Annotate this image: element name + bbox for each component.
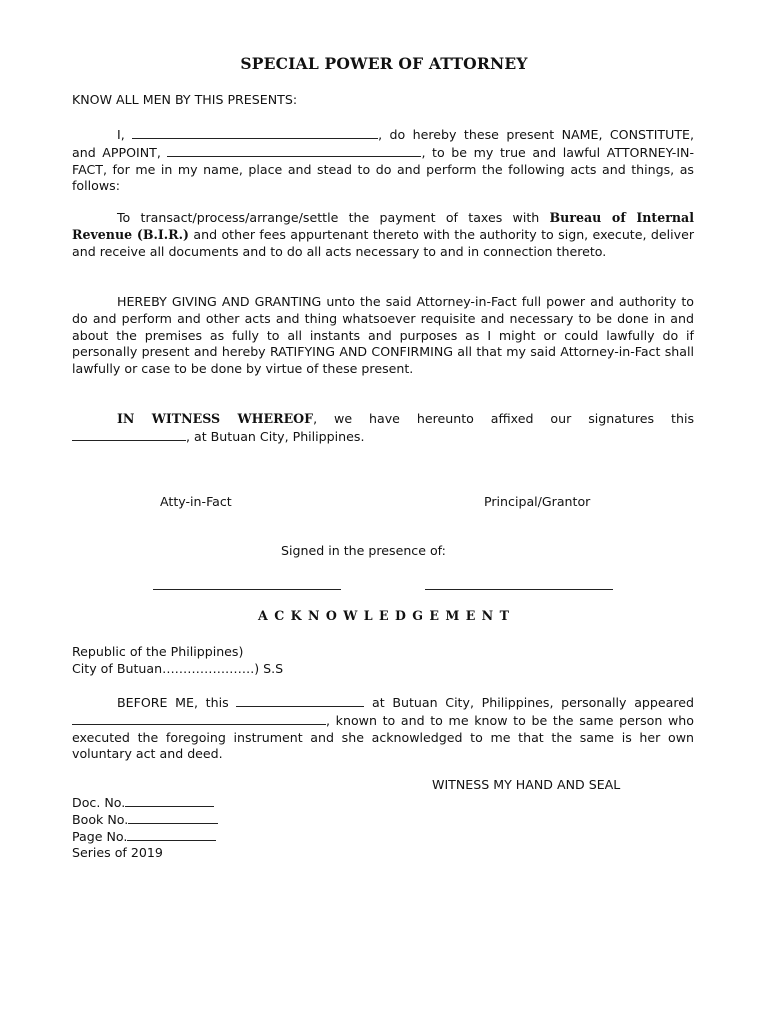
date-blank[interactable]	[72, 428, 186, 441]
before-text-1: BEFORE ME, this	[117, 695, 237, 710]
granting-paragraph: HEREBY GIVING AND GRANTING unto the said Attorney-in-Fact full power and authority to do and perform and other acts and thing whatsoever requisite and necessary to be done in and about the premises as fully to all instants and purposes as I might or could lawfully do if personally present and hereby RATIFYING AND CONFIRMING all that my said Attorney-in-Fact shall lawfully or case to be done by virtue of these present.	[72, 294, 694, 377]
ack-date-blank[interactable]	[236, 694, 364, 707]
city-line: City of Butuan………………….) S.S	[72, 661, 284, 676]
book-number-row	[72, 811, 218, 829]
presence-label: Signed in the presence of:	[281, 543, 446, 558]
witness-text-2: , at Butuan City, Philippines.	[186, 428, 365, 444]
page-number-label: Page No.	[72, 829, 128, 844]
doc-number-row	[72, 794, 214, 812]
appointment-text-1: I,	[117, 127, 133, 142]
witness-hand-seal: WITNESS MY HAND AND SEAL	[432, 777, 621, 792]
authority-text-2: and other fees appurtenant thereto with the authority to sign, execute, deliver and receive all documents and to do all acts necessary to and in connection thereto.	[72, 226, 695, 259]
appointment-paragraph	[72, 126, 694, 195]
before-me-paragraph	[72, 694, 694, 763]
bir-name: Bureau of Internal Revenue (B.I.R.)	[72, 210, 694, 242]
authority-paragraph	[72, 210, 694, 260]
attorney-name-blank[interactable]	[167, 144, 421, 157]
witness-paragraph	[72, 411, 694, 446]
witness-text-1: , we have hereunto affixed our signatures this	[313, 411, 695, 426]
acknowledgement-heading: A C K N O W L E D G E M E N T	[258, 608, 510, 623]
republic-line: Republic of the Philippines)	[72, 644, 244, 659]
appointment-text-2: , do hereby these present NAME, CONSTITUTE, and APPOINT,	[72, 127, 694, 160]
witness-2-signature-line[interactable]	[425, 589, 613, 590]
series-line: Series of 2019	[72, 845, 163, 860]
book-number-label: Book No.	[72, 812, 129, 827]
attorney-signature-label: Atty-in-Fact	[160, 494, 232, 509]
before-text-2: at Butuan City, Philippines, personally appeared	[364, 695, 695, 710]
book-number-blank[interactable]	[128, 811, 218, 824]
page-number-row	[72, 828, 216, 846]
before-text-3: , known to and to me know to be the same person who executed the foregoing instrument and she acknowledged to me that the same is her own voluntary act and deed.	[72, 712, 694, 762]
appeared-name-blank[interactable]	[72, 712, 326, 725]
appointment-text-3: , to be my true and lawful ATTORNEY-IN-FACT, for me in my name, place and stead to do and perform the following acts and things, as follows:	[72, 144, 694, 194]
page-number-blank[interactable]	[127, 828, 216, 841]
document-title: SPECIAL POWER OF ATTORNEY	[240, 54, 528, 73]
principal-name-blank[interactable]	[132, 126, 378, 139]
principal-signature-label: Principal/Grantor	[484, 494, 591, 509]
authority-text-1: To transact/process/arrange/settle the payment of taxes with	[117, 210, 550, 225]
witness-whereof: IN WITNESS WHEREOF	[117, 411, 314, 426]
witness-1-signature-line[interactable]	[153, 589, 341, 590]
doc-number-blank[interactable]	[125, 794, 214, 807]
salutation: KNOW ALL MEN BY THIS PRESENTS:	[72, 92, 298, 107]
doc-number-label: Doc. No.	[72, 795, 126, 810]
